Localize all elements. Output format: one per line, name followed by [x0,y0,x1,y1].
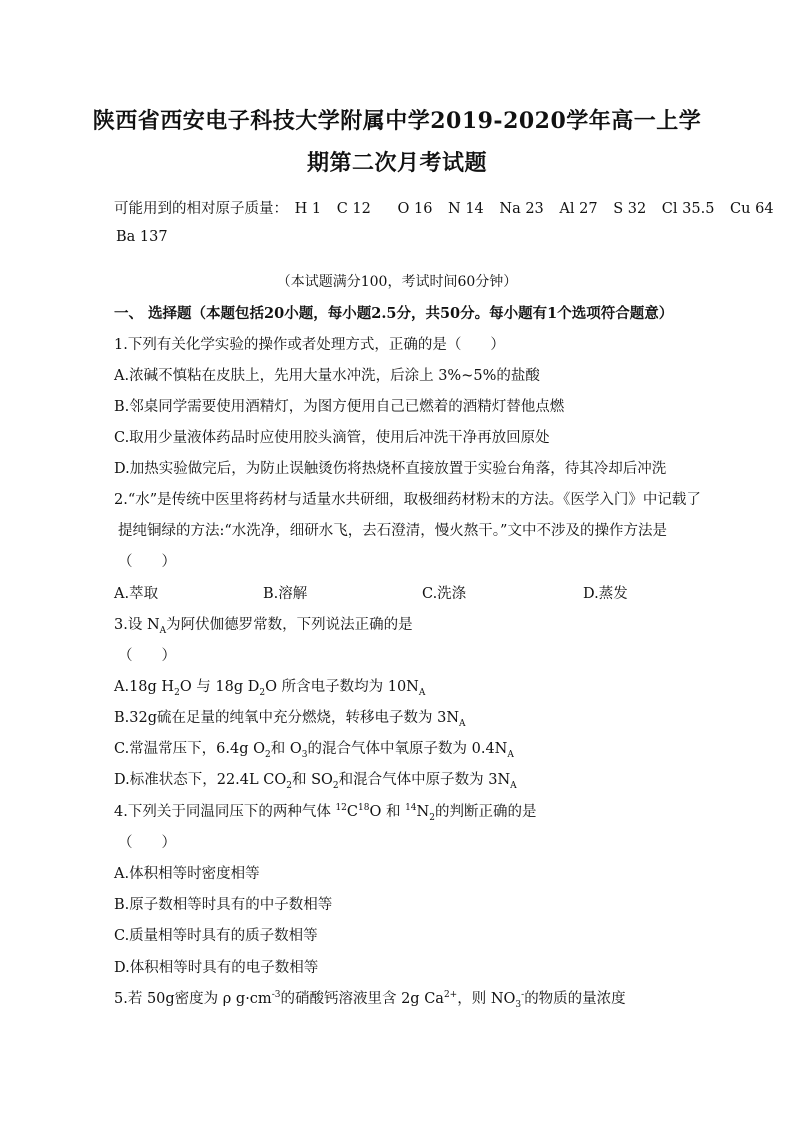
q2-paren: （ ） [118,554,176,570]
masses-label: 可能用到的相对原子质量： [114,201,288,217]
q3-c-sub: A [507,749,514,760]
q3-option-b [114,706,466,729]
atomic-masses-cont: Ba 137 [116,229,168,245]
q4-stem-text: O 和 [369,804,406,820]
q3-d-sub: 2 [286,780,292,791]
q2-option-c: C.洗涤 [422,586,467,602]
q1-option-a: A.浓碱不慎粘在皮肤上，先用大量水冲洗，后涂上 3%~5%的盐酸 [114,368,540,384]
q3-stem [114,613,413,636]
q3-d-text: D.标准状态下，22.4L CO [114,772,287,788]
mass-item: S 32 [613,201,647,217]
mass-item: O 16 [397,201,433,217]
mass-item: Cl 35.5 [661,201,715,217]
q3-a-sub: 2 [174,687,180,698]
section-heading: 一、 选择题（本题包括20小题，每小题2.5分，共50分。每小题有1个选项符合题意） [114,305,674,322]
q5-stem-text: 5.若 50g密度为 ρ g·cm [114,991,272,1007]
q2-stem-line-2: 提纯铜绿的方法:“水洗净，细研水飞，去石澄清，慢火熬干。”文中不涉及的操作方法是 [118,523,667,539]
q4-stem [114,800,536,823]
q3-stem-sub: A [159,625,167,636]
q5-stem-sup: - [521,990,525,1001]
q4-stem-text: 的判断正确的是 [434,804,537,820]
q4-stem-sup: 12 [335,803,347,814]
q3-c-sub: 3 [301,749,308,760]
q3-a-sub: 2 [259,687,266,698]
q2-option-d: D.蒸发 [583,586,628,602]
q5-stem-sub: 3 [515,999,522,1010]
q3-d-sub: 2 [332,780,339,791]
q3-a-text: O 所含电子数均为 10N [265,679,419,695]
q4-stem-text: 4.下列关于同温同压下的两种气体 [114,804,336,820]
mass-item: N 14 [448,201,484,217]
q5-stem-text: ，则 NO [457,991,516,1007]
title-line-2: 期第二次月考试题 [306,150,487,176]
mass-item: Cu 64 [730,201,774,217]
q3-stem-text: 3.设 N [114,617,160,633]
mass-item: Na 23 [499,201,544,217]
q3-a-sub: A [418,687,426,698]
q3-c-text: C.常温常压下，6.4g O [114,741,266,757]
q3-c-sub: 2 [265,749,271,760]
q3-b-text: B.32g硫在足量的纯氧中充分燃烧，转移电子数为 3N [114,710,460,726]
q3-c-text: 和 O [270,741,302,757]
q4-stem-text: C [346,804,359,820]
q2-option-b: B.溶解 [263,586,308,602]
q4-stem-sup: 14 [405,803,417,814]
mass-item: H 1 [294,201,322,217]
q5-stem-sup: -3 [271,990,281,1001]
q3-option-c [114,737,514,760]
q2-stem-line-1: 2.“水”是传统中医里将药材与适量水共研细，取极细药材粉末的方法。《医学入门》中记载了 [114,492,701,508]
q1-option-b: B.邻桌同学需要使用酒精灯，为图方便用自己已燃着的酒精灯替他点燃 [114,399,565,415]
q4-option-d: D.体积相等时具有的电子数相等 [114,960,319,976]
q4-option-a: A.体积相等时密度相等 [114,866,260,882]
q4-stem-text: N [416,804,430,820]
q3-a-text: O 与 18g D [179,679,260,695]
q3-stem-text-2: 为阿伏伽德罗常数，下列说法正确的是 [166,617,413,633]
q1-option-d: D.加热实验做完后，为防止误触烫伤将热烧杯直接放置于实验台角落，待其冷却后冲洗 [114,461,667,477]
q3-c-text: 的混合气体中氧原子数为 0.4N [307,741,508,757]
q5-stem-sup: 2+ [443,990,458,1001]
q3-d-text: 和 SO [291,772,333,788]
q4-option-c: C.质量相等时具有的质子数相等 [114,928,318,944]
q1-stem: 1.下列有关化学实验的操作或者处理方式，正确的是（ ） [114,337,505,353]
mass-item: Al 27 [559,201,598,217]
q3-option-d [114,768,517,791]
q4-stem-sup: 18 [358,803,370,814]
q1-option-c: C.取用少量液体药品时应使用胶头滴管，使用后冲洗干净再放回原处 [114,430,550,446]
title-line-1: 陕西省西安电子科技大学附属中学2019-2020学年高一上学 [92,108,702,134]
q3-paren: （ ） [118,648,176,664]
q4-option-b: B.原子数相等时具有的中子数相等 [114,897,333,913]
exam-note: （本试题满分100，考试时间60分钟） [276,274,518,290]
q3-b-sub: A [459,718,466,729]
q4-stem-sub: 2 [429,812,435,823]
atomic-masses [114,197,785,218]
q3-d-sub: A [510,780,517,791]
q3-a-text: A.18g H [114,679,175,695]
q5-stem-text: 的物质的量浓度 [524,991,626,1007]
q3-option-a [114,675,425,698]
q5-stem-text: 的硝酸钙溶液里含 2g Ca [280,991,444,1007]
q4-paren: （ ） [118,835,176,851]
mass-item: C 12 [336,201,371,217]
q5-stem [114,987,626,1010]
q3-d-text: 和混合气体中原子数为 3N [338,772,511,788]
q2-option-a: A.萃取 [114,586,159,602]
